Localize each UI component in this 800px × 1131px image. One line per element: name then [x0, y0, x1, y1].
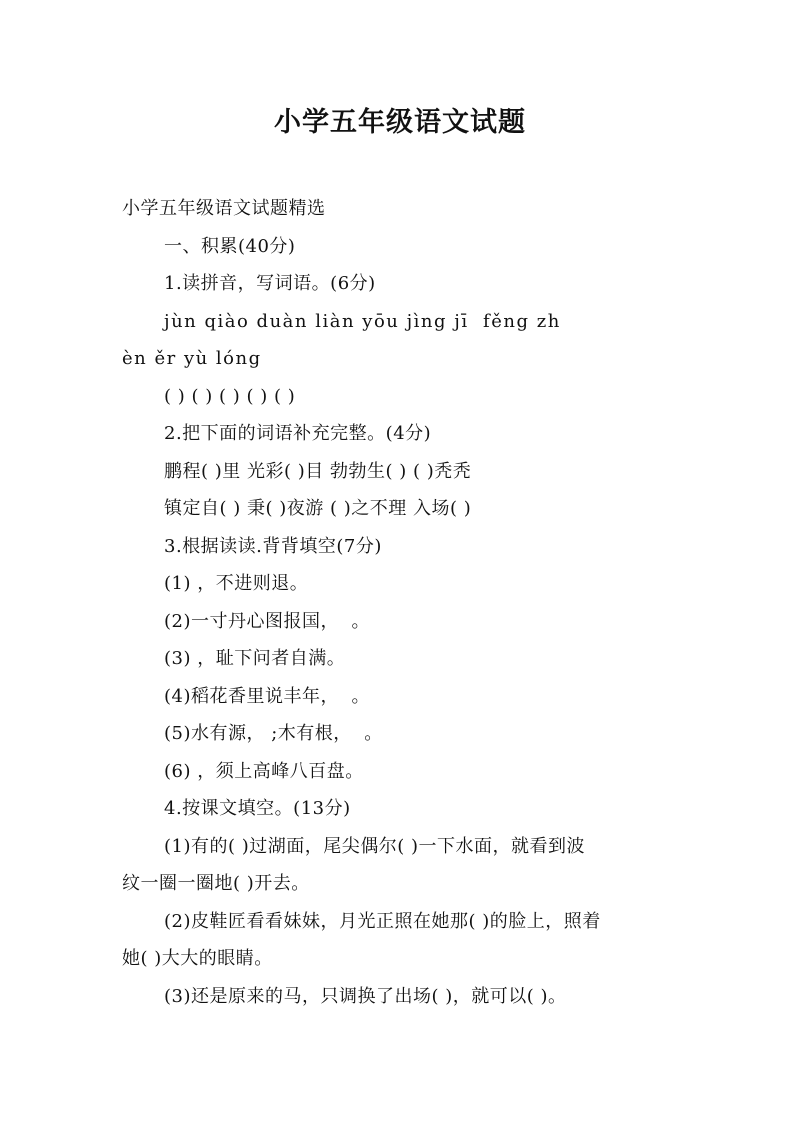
text-line: 她( )大大的眼睛。	[122, 948, 273, 969]
text-line: 2.把下面的词语补充完整。(4分)	[164, 423, 432, 444]
text-line: èn ěr yù lóng	[122, 348, 262, 369]
document-title: 小学五年级语文试题	[274, 107, 526, 138]
text-line: (4)稻花香里说丰年， 。	[164, 685, 370, 707]
text-line: 小学五年级语文试题精选	[122, 198, 326, 219]
text-line: 1.读拼音，写词语。(6分)	[164, 273, 376, 294]
text-line: (2)皮鞋匠看看妹妹，月光正照在她那( )的脸上，照着	[164, 910, 601, 932]
text-line: 一、积累(40分)	[164, 235, 296, 257]
text-line: 镇定自( ) 秉( )夜游 ( )之不理 入场( )	[164, 498, 472, 519]
text-line: (3) ，耻下问者自满。	[164, 648, 346, 669]
text-line: (3)还是原来的马，只调换了出场( )，就可以( )。	[164, 985, 567, 1007]
text-line: 4.按课文填空。(13分)	[164, 798, 351, 819]
text-line: ( ) ( ) ( ) ( ) ( )	[164, 385, 296, 407]
text-line: 3.根据读读.背背填空(7分)	[164, 535, 382, 557]
text-line: 鹏程( )里 光彩( )目 勃勃生( ) ( )秃秃	[164, 460, 472, 482]
text-line: (1)有的( )过湖面，尾尖偶尔( )一下水面，就看到波	[164, 835, 586, 857]
text-line: (5)水有源， ;木有根， 。	[164, 723, 383, 744]
text-line: (1) ，不进则退。	[164, 573, 309, 594]
text-line: jùn qiào duàn liàn yōu jìng jī fěng zh	[164, 310, 561, 332]
text-line: 纹一圈一圈地( )开去。	[122, 873, 310, 894]
text-line: (6) ，须上高峰八百盘。	[164, 760, 364, 782]
document-body	[122, 190, 682, 1015]
text-line: (2)一寸丹心图报国， 。	[164, 610, 370, 632]
